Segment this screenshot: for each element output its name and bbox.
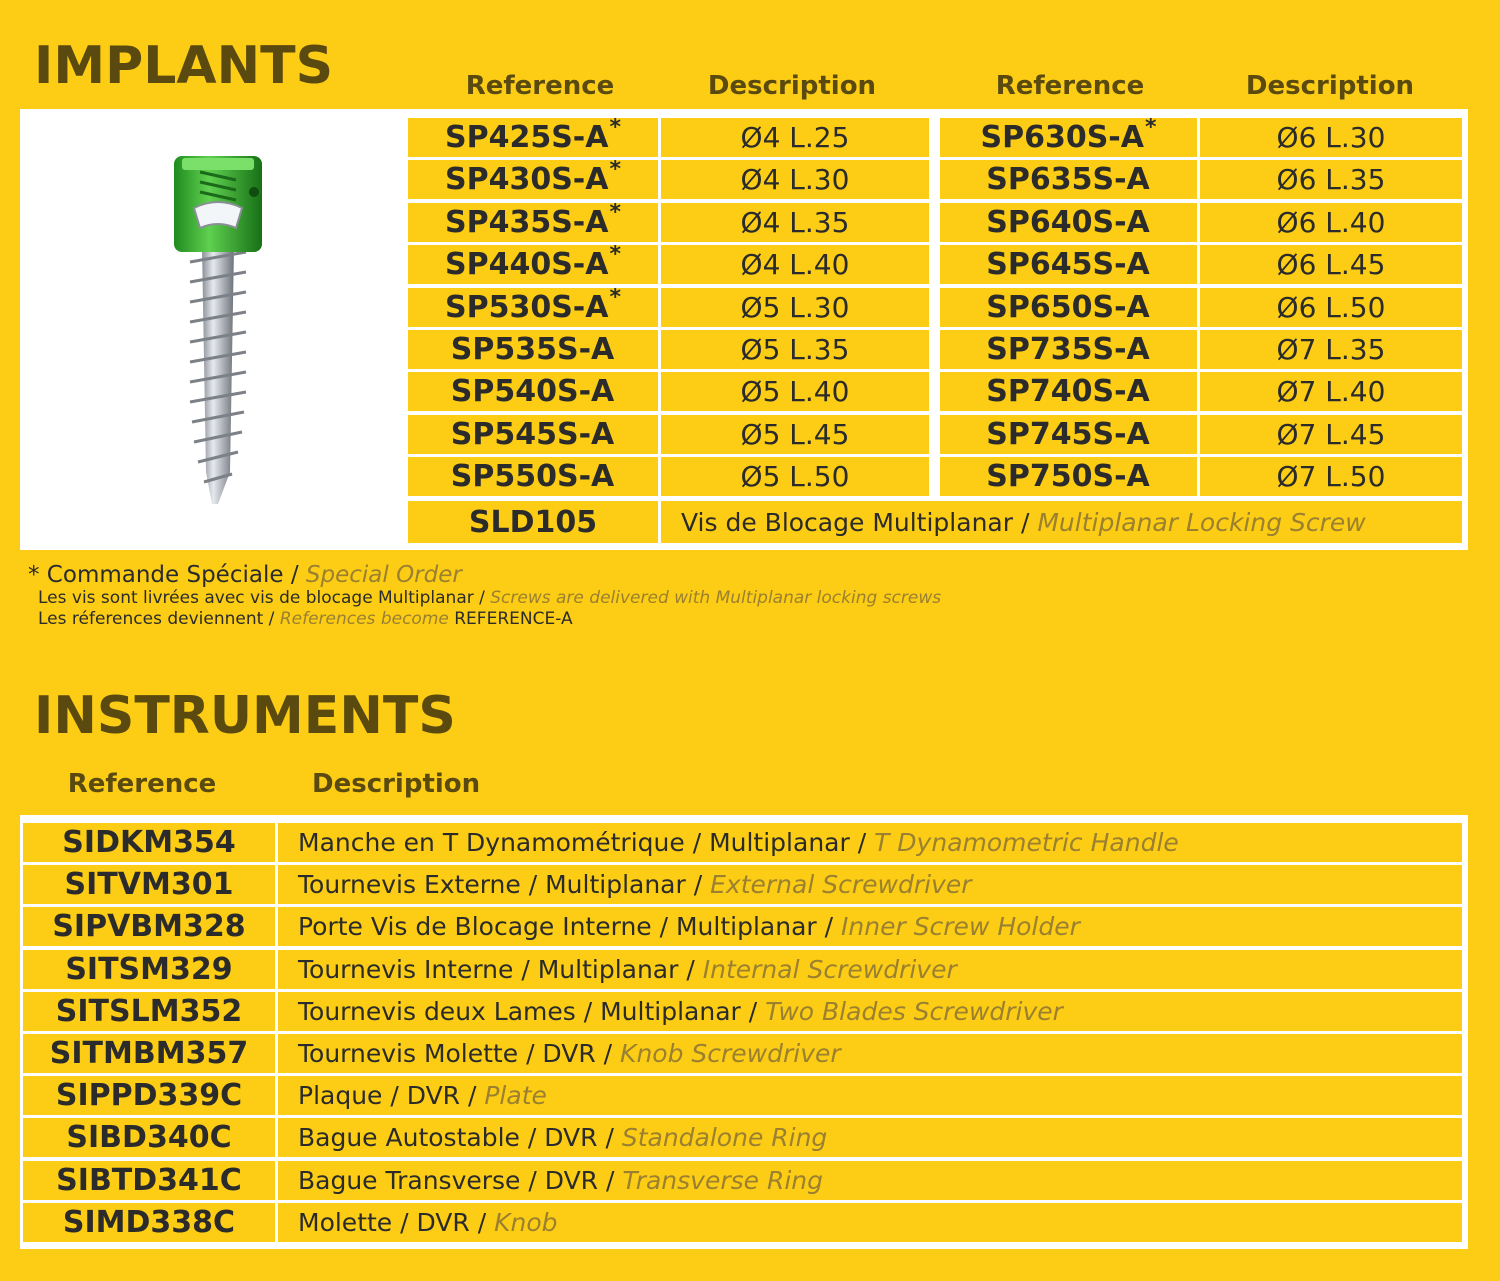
instrument-desc-en: T Dynamometric Handle: [874, 828, 1179, 857]
instrument-ref: SITSM329: [23, 950, 275, 989]
implant-desc-cell: Ø4 L.35: [661, 203, 929, 242]
instruments-ref-header: Reference: [67, 769, 217, 799]
instrument-desc: [278, 1034, 1462, 1073]
note-special-order: * Commande Spéciale / Special Order: [28, 562, 462, 588]
implant-ref: SP750S-A: [986, 459, 1150, 494]
implant-ref: SP650S-A: [986, 290, 1150, 325]
special-order-star: *: [609, 203, 621, 225]
implants-notes: [28, 562, 941, 629]
implant-ref: SP550S-A: [450, 459, 615, 494]
special-order-star: *: [609, 245, 621, 267]
instrument-desc: [278, 907, 1462, 946]
instrument-desc-en: Transverse Ring: [622, 1166, 823, 1195]
instrument-desc-fr: Tournevis Interne / Multiplanar /: [298, 955, 695, 984]
instrument-desc-en: Inner Screw Holder: [841, 912, 1080, 941]
instrument-desc-en: Internal Screwdriver: [702, 955, 957, 984]
implant-ref: SP430S-A: [444, 162, 609, 197]
instrument-desc: [278, 865, 1462, 904]
instrument-desc-fr: Tournevis deux Lames / Multiplanar /: [298, 997, 758, 1026]
implant-desc-cell: Ø4 L.30: [661, 160, 929, 199]
implant-desc-cell: Ø6 L.40: [1200, 203, 1462, 242]
implant-desc-cell: Ø6 L.35: [1200, 160, 1462, 199]
implant-desc-cell: Ø5 L.50: [661, 457, 929, 496]
instrument-ref: SIPPD339C: [23, 1076, 275, 1115]
implant-ref-cell: [940, 118, 1197, 157]
implant-ref-cell: [940, 288, 1197, 327]
implant-ref-cell: [408, 160, 658, 199]
implant-ref-cell: [940, 160, 1197, 199]
instrument-desc-fr: Molette / DVR /: [298, 1208, 487, 1237]
implant-ref: SP635S-A: [986, 162, 1150, 197]
implant-ref-cell: [408, 118, 658, 157]
instrument-desc-en: Standalone Ring: [621, 1123, 828, 1152]
locking-screw-desc-fr: Vis de Blocage Multiplanar /: [681, 507, 1030, 537]
implant-desc-cell: Ø5 L.40: [661, 372, 929, 411]
implant-ref-cell: [940, 203, 1197, 242]
instrument-desc: [278, 1076, 1462, 1115]
implant-ref-cell: [940, 457, 1197, 496]
implant-ref: SP630S-A: [980, 120, 1144, 155]
implant-ref: SP530S-A: [444, 290, 609, 325]
implant-ref-cell: [940, 330, 1197, 369]
implant-ref: SP535S-A: [450, 332, 615, 367]
instrument-desc-fr: Porte Vis de Blocage Interne / Multiplanar /: [298, 912, 834, 941]
instruments-title: INSTRUMENTS: [34, 686, 456, 746]
note-locking-screws: Les vis sont livrées avec vis de blocage Multiplanar / Screws are delivered with Multiplanar locking screws: [38, 588, 942, 609]
implant-ref: SP640S-A: [986, 205, 1150, 240]
implants-title: IMPLANTS: [34, 36, 334, 96]
implants-ref-header-left: Reference: [465, 71, 615, 101]
instrument-desc: [278, 823, 1462, 862]
instrument-desc: [278, 992, 1462, 1031]
implant-ref: SP740S-A: [986, 374, 1150, 409]
instrument-desc: [278, 1118, 1462, 1157]
implants-desc-header-right: Description: [1245, 71, 1415, 101]
implant-ref: SP440S-A: [444, 247, 609, 282]
implant-desc-cell: Ø6 L.45: [1200, 245, 1462, 284]
implant-ref: SP435S-A: [444, 205, 609, 240]
locking-screw-desc: [661, 501, 1462, 543]
implant-desc-cell: Ø7 L.35: [1200, 330, 1462, 369]
instrument-desc-en: Plate: [484, 1081, 547, 1110]
implant-ref-cell: [408, 372, 658, 411]
instrument-ref: SIBD340C: [23, 1118, 275, 1157]
implant-desc-cell: Ø7 L.40: [1200, 372, 1462, 411]
implant-desc-cell: Ø5 L.35: [661, 330, 929, 369]
implant-ref: SP745S-A: [986, 417, 1150, 452]
instrument-desc: [278, 1161, 1462, 1200]
implant-ref: SP545S-A: [450, 417, 615, 452]
implant-desc-cell: Ø4 L.25: [661, 118, 929, 157]
screw-image: [22, 112, 405, 544]
instrument-desc-en: Knob: [494, 1208, 558, 1237]
locking-screw-ref: SLD105: [408, 501, 658, 543]
implant-ref-cell: [940, 372, 1197, 411]
instrument-desc-fr: Tournevis Molette / DVR /: [298, 1039, 613, 1068]
implant-ref-cell: [408, 245, 658, 284]
instrument-ref: SITMBM357: [23, 1034, 275, 1073]
instrument-ref: SIPVBM328: [23, 907, 275, 946]
implant-ref: SP425S-A: [444, 120, 609, 155]
special-order-star: *: [609, 118, 621, 140]
instrument-desc-en: External Screwdriver: [710, 870, 972, 899]
implant-desc-cell: Ø7 L.45: [1200, 415, 1462, 454]
implant-ref-cell: [408, 330, 658, 369]
implants-ref-header-right: Reference: [995, 71, 1145, 101]
instrument-desc-fr: Bague Autostable / DVR /: [298, 1123, 614, 1152]
implant-desc-cell: Ø5 L.30: [661, 288, 929, 327]
special-order-star: *: [609, 160, 621, 182]
implant-ref-cell: [940, 415, 1197, 454]
instrument-ref: SITVM301: [23, 865, 275, 904]
note-references: Les réferences deviennent / References become REFERENCE-A: [38, 608, 573, 629]
instrument-desc: [278, 950, 1462, 989]
instrument-ref: SIBTD341C: [23, 1161, 275, 1200]
instrument-desc-en: Knob Screwdriver: [620, 1039, 841, 1068]
implant-ref: SP735S-A: [986, 332, 1150, 367]
implant-ref: SP645S-A: [986, 247, 1150, 282]
implant-desc-cell: Ø6 L.50: [1200, 288, 1462, 327]
instruments-desc-header: Description: [312, 769, 481, 799]
instrument-ref: SIDKM354: [23, 823, 275, 862]
instrument-desc-fr: Tournevis Externe / Multiplanar /: [298, 870, 703, 899]
implant-ref-cell: [408, 457, 658, 496]
instrument-desc-fr: Plaque / DVR /: [298, 1081, 477, 1110]
implant-desc-cell: Ø5 L.45: [661, 415, 929, 454]
locking-screw-desc-en: Multiplanar Locking Screw: [1037, 507, 1366, 537]
special-order-star: *: [1144, 118, 1157, 140]
implant-desc-cell: Ø4 L.40: [661, 245, 929, 284]
instrument-desc: [278, 1203, 1462, 1242]
instrument-ref: SITSLM352: [23, 992, 275, 1031]
implant-ref-cell: [408, 415, 658, 454]
implant-ref-cell: [408, 203, 658, 242]
implant-ref-cell: [408, 288, 658, 327]
implants-desc-header-left: Description: [707, 71, 877, 101]
instrument-desc-fr: Manche en T Dynamométrique / Multiplanar /: [298, 828, 867, 857]
instrument-ref: SIMD338C: [23, 1203, 275, 1242]
implant-image-panel: [22, 112, 405, 544]
implant-ref: SP540S-A: [450, 374, 615, 409]
implant-desc-cell: Ø6 L.30: [1200, 118, 1462, 157]
implant-ref-cell: [940, 245, 1197, 284]
special-order-star: *: [609, 288, 621, 310]
instrument-desc-en: Two Blades Screwdriver: [765, 997, 1063, 1026]
implant-desc-cell: Ø7 L.50: [1200, 457, 1462, 496]
instrument-desc-fr: Bague Transverse / DVR /: [298, 1166, 615, 1195]
